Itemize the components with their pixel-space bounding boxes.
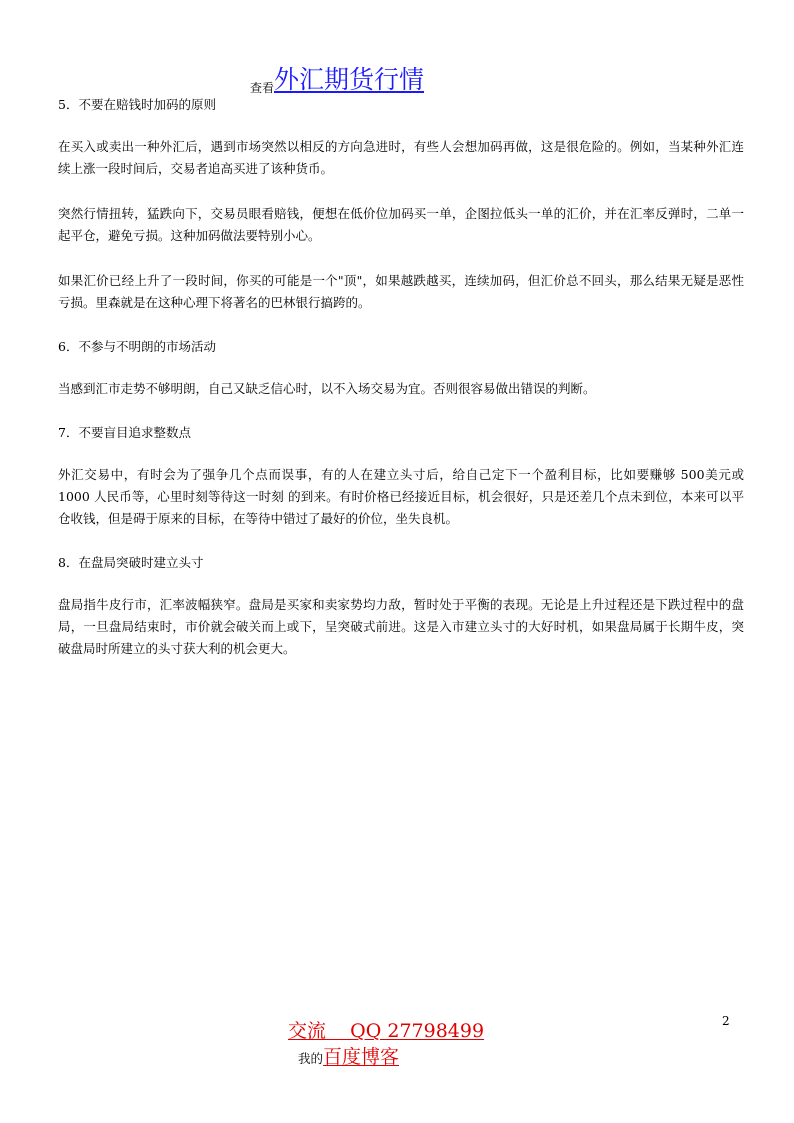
qq-exchange-link[interactable]: 交流 QQ 27798499 [288, 1020, 485, 1042]
forex-futures-quotes-link[interactable]: 外汇期货行情 [274, 65, 425, 94]
footer-blog-line [298, 1042, 399, 1069]
header-line [250, 60, 424, 94]
section-heading: 7．不要盲目追求整数点 [58, 425, 191, 440]
section-5 [58, 95, 744, 337]
section-heading: 8．在盘局突破时建立头寸 [58, 555, 204, 570]
blog-prefix: 我的 [298, 1051, 324, 1066]
paragraph: 盘局指牛皮行市，汇率波幅狭窄。盘局是买家和卖家势均力敌，暂时处于平衡的表现。无论是上升过程还是下跌过程中的盘局，一旦盘局结束时，市价就会破关而上或下，呈突破式前进。这是入市建立头寸的大好时机，如果盘局属于长期牛皮，突破盘局时所建立的头寸获大利的机会更大。 [58, 597, 744, 656]
section-heading: 6．不参与不明朗的市场活动 [58, 339, 216, 354]
page-number: 2 [722, 1014, 730, 1028]
paragraph: 突然行情扭转，猛跌向下，交易员眼看赔钱，便想在低价位加码买一单，企图拉低头一单的汇价，并在汇率反弹时，二单一起平仓，避免亏损。这种加码做法要特别小心。 [58, 206, 744, 243]
footer-exchange-line [288, 1016, 484, 1043]
section-heading: 5．不要在赔钱时加码的原则 [58, 97, 216, 112]
section-6 [58, 337, 744, 423]
paragraph: 如果汇价已经上升了一段时间，你买的可能是一个"顶"，如果越跌越买，连续加码，但汇价总不回头，那么结果无疑是恶性亏损。里森就是在这种心理下将著名的巴林银行搞跨的。 [58, 273, 744, 310]
document-body [58, 95, 744, 660]
paragraph: 在买入或卖出一种外汇后，遇到市场突然以相反的方向急进时，有些人会想加码再做，这是很危险的。例如，当某种外汇连续上涨一段时间后，交易者追高买进了该种货币。 [58, 139, 744, 176]
paragraph: 外汇交易中，有时会为了强争几个点而误事，有的人在建立头寸后，给自己定下一个盈利目标，比如要赚够 500美元或 1000 人民币等，心里时刻等待这一时刻 的到来。有时价格已经接近目标，机会很好，只是还差几个点未到位，本来可以平仓收钱，但是碍于原来的目标，在等待中错过了最好的价位，坐失良机。 [58, 467, 744, 526]
paragraph: 当感到汇市走势不够明朗，自己又缺乏信心时，以不入场交易为宜。否则很容易做出错误的判断。 [58, 381, 596, 396]
header-prefix: 查看 [250, 81, 275, 95]
section-7 [58, 423, 744, 553]
section-8 [58, 553, 744, 660]
baidu-blog-link[interactable]: 百度博客 [323, 1046, 400, 1068]
